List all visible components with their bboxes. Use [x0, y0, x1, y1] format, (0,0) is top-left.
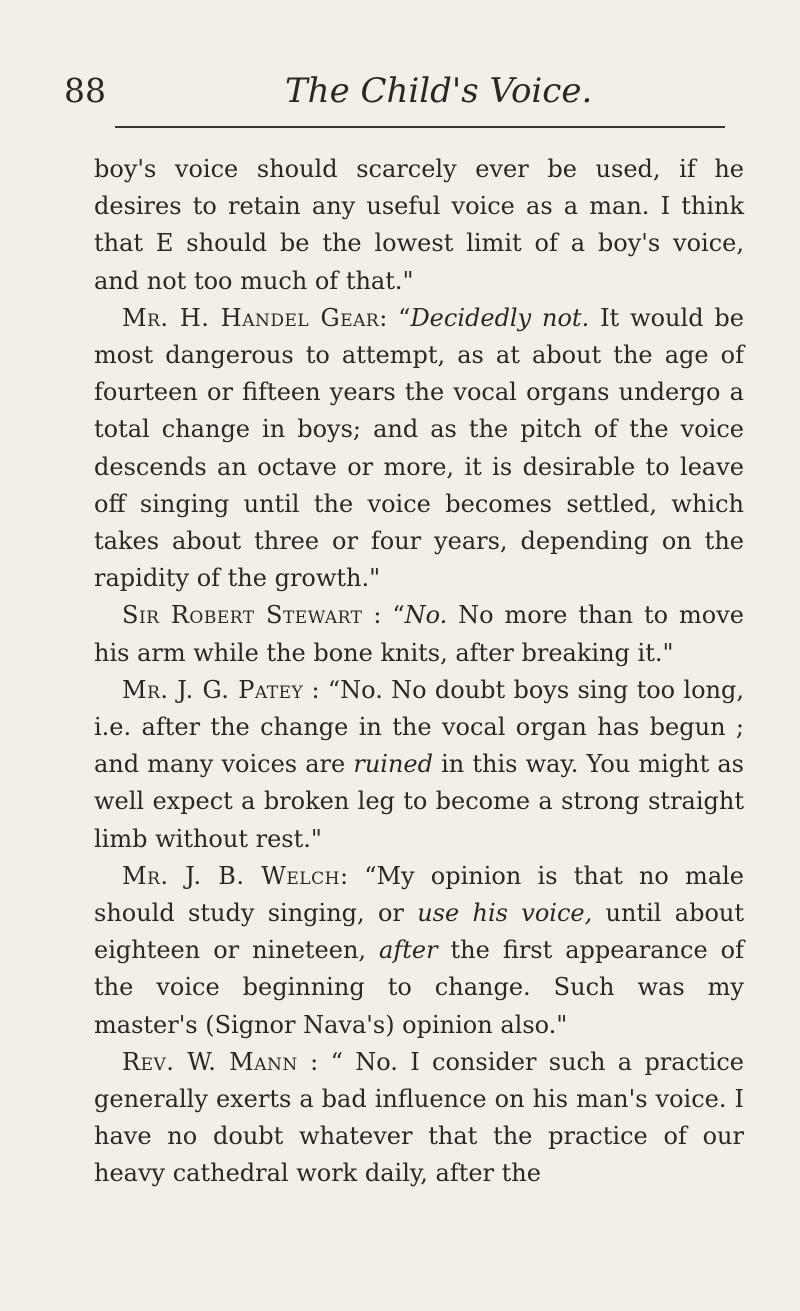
paragraph-text: No more than to move his arm while the bone knits, after breaking it." — [94, 601, 744, 667]
page-number: 88 — [64, 71, 106, 110]
paragraph-continuation — [94, 151, 744, 300]
paragraph-text: the first appearance of the voice beginning to change. Such was my master's (Signor Nava's) opinion also." — [94, 936, 744, 1039]
emphasis-text: use his voice, — [417, 899, 593, 928]
speaker-name: Rev. W. Mann — [122, 1047, 298, 1076]
paragraph-text: : “ — [362, 601, 405, 630]
paragraph-text: in this way. You might as well expect a broken leg to become a strong straight limb without rest." — [94, 750, 744, 853]
speaker-name: Mr. H. Handel Gear — [122, 303, 380, 332]
paragraph-text: : “ — [379, 303, 411, 332]
paragraph-text: until about eighteen or nineteen, — [94, 899, 745, 965]
paragraph-stewart — [94, 597, 744, 671]
paragraph-text: : “ No. I consider such a practice generally exerts a bad influence on his man's voice. I have no doubt whatever that the practice of our heavy cathedral work daily, after the — [94, 1047, 744, 1188]
speaker-name: Mr. J. G. Patey — [122, 675, 304, 704]
paragraph-gear — [94, 300, 744, 598]
emphasis-text: No. — [404, 601, 448, 630]
paragraph-patey — [94, 672, 744, 858]
running-head: The Child's Voice. — [285, 71, 593, 111]
paragraph-text: It would be most dangerous to attempt, as at about the age of fourteen or fifteen years the vocal organs undergo a total change in boys; and as the pitch of the voice descends an octave or more, it is desirable to leave off singing until the voice becomes settled, which takes about three or four years, depending on the rapidity of the growth." — [94, 303, 744, 593]
paragraph-text: : “No. No doubt boys sing too long, i.e. after the change in the vocal organ has begun ; and many voices are — [94, 675, 744, 779]
body-text — [94, 151, 744, 1193]
emphasis-text: Decidedly not. — [410, 303, 590, 332]
header-rule — [115, 126, 725, 128]
emphasis-text: after — [379, 936, 438, 965]
speaker-name: Mr. J. B. Welch — [122, 861, 340, 890]
speaker-name: Sir Robert Stewart — [122, 601, 363, 630]
paragraph-welch — [94, 858, 744, 1044]
paragraph-mann — [94, 1044, 744, 1193]
paragraph-text: : “My opinion is that no male should study singing, or — [94, 861, 744, 928]
emphasis-text: ruined — [353, 750, 433, 779]
paragraph-text: boy's voice should scarcely ever be used, if he desires to retain any useful voice as a man. I think that E should be the lowest limit of a boy's voice, and not too much of that." — [94, 155, 744, 295]
